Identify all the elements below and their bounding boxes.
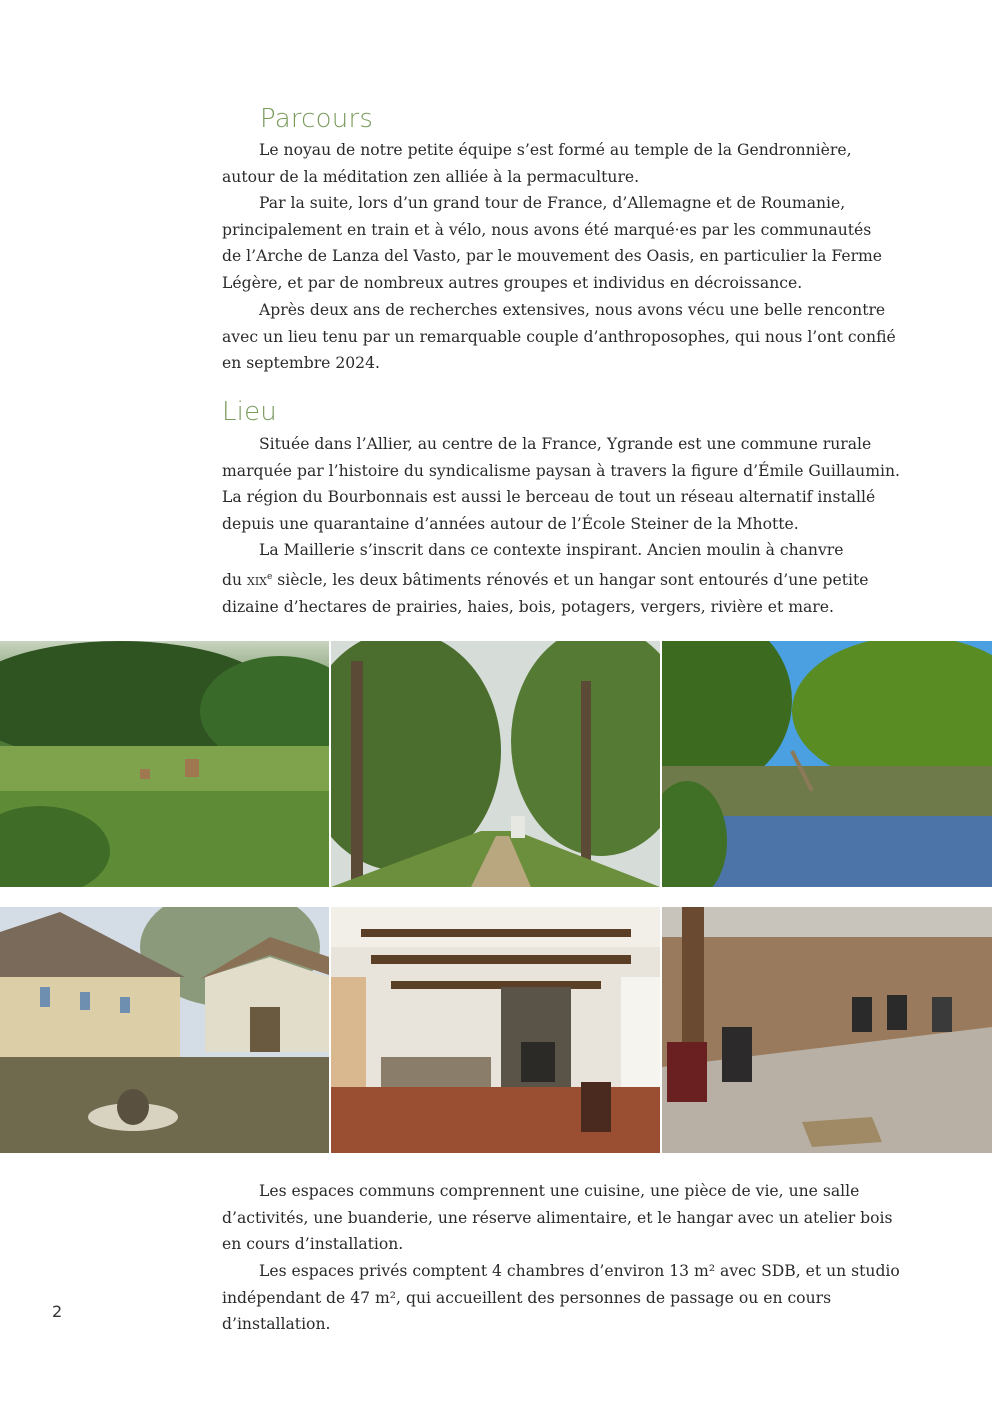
paragraph-lieu-2 [222, 537, 902, 620]
section-title-lieu: Lieu [222, 397, 277, 427]
century-superscript: e [267, 571, 273, 582]
page-number: 2 [52, 1302, 63, 1321]
paragraph-parcours-3: Après deux ans de recherches extensives, nous avons vécu une belle rencontre avec un lieu tenu par un remarquable couple d’anthroposophes, qui nous l’ont confié en septembre 2024. [222, 301, 896, 373]
photo-farmhouse [0, 907, 329, 1153]
paragraph-espaces-2: Les espaces privés comptent 4 chambres d’environ 13 m² avec SDB, et un studio indépendant de 47 m², qui accueillent des personnes de passage ou en cours d’installation. [222, 1262, 900, 1334]
century-numeral: xix [246, 570, 267, 589]
section-title-parcours: Parcours [260, 104, 374, 134]
paragraph-lieu-1: Située dans l’Allier, au centre de la France, Ygrande est une commune rurale marquée par l’histoire du syndicalisme paysan à travers la figure d’Émile Guillaumin. La région du Bourbonnais est aussi le berceau de tout un réseau alternatif installé depuis une quarantaine d’années autour de l’École Steiner de la Mhotte. [222, 435, 900, 534]
lieu-text-a: La Maillerie s’inscrit dans ce contexte inspirant. Ancien moulin à chanvre du [222, 541, 844, 589]
photo-meadow-deer [0, 641, 329, 887]
paragraph-parcours-2: Par la suite, lors d’un grand tour de France, d’Allemagne et de Roumanie, principalement en train et à vélo, nous avons été marqué·es par les communautés de l’Arche de Lanza del Vasto, par le mouvement des Oasis, en particulier la Ferme Légère, et par de nombreux autres groupes et individus en décroissance. [222, 194, 883, 293]
photo-pond [662, 641, 992, 887]
lieu-text-b: siècle, les deux bâtiments rénovés et un hangar sont entourés d’une petite dizaine d’hectares de prairies, haies, bois, potagers, vergers, rivière et mare. [222, 570, 869, 616]
paragraph-espaces-1: Les espaces communs comprennent une cuisine, une pièce de vie, une salle d’activités, une buanderie, une réserve alimentaire, et le hangar avec un atelier bois en cours d’installation. [222, 1182, 893, 1254]
paragraph-parcours-1: Le noyau de notre petite équipe s’est formé au temple de la Gendronnière, autour de la méditation zen alliée à la permaculture. [222, 141, 852, 186]
photo-country-lane [331, 641, 660, 887]
photo-living-room [331, 907, 660, 1153]
photo-meditation-room [662, 907, 992, 1153]
